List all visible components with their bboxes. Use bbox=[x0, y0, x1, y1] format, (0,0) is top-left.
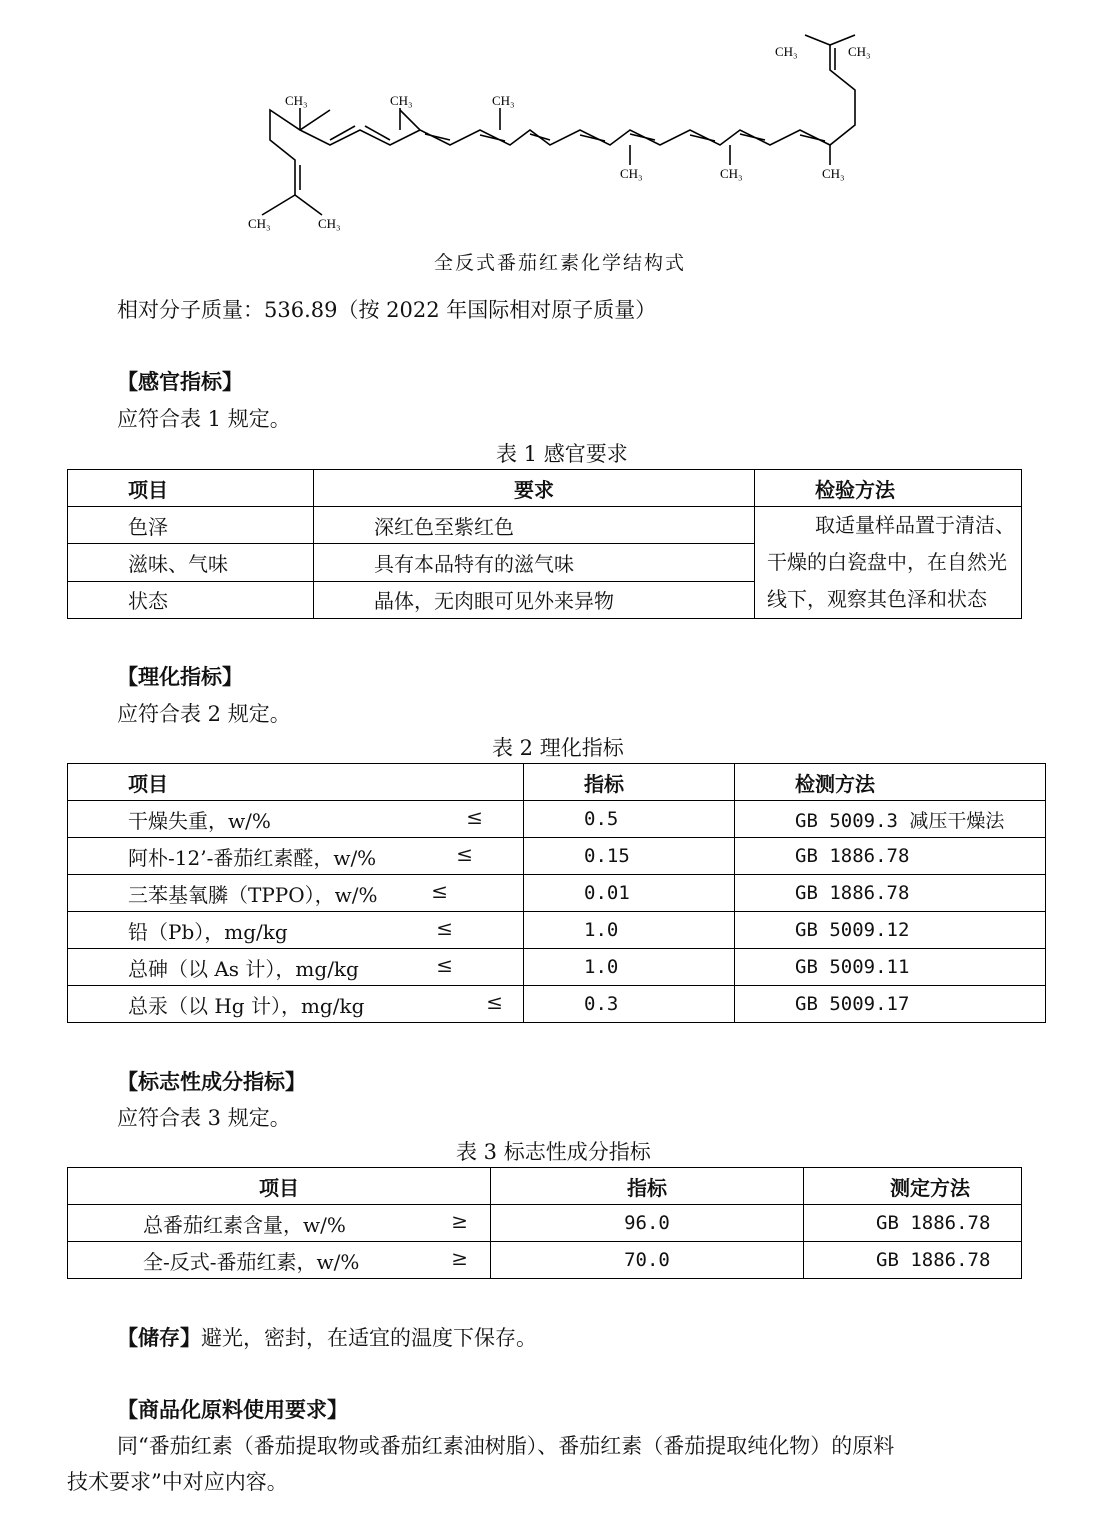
cell-requirement: 具有本品特有的滋气味 bbox=[314, 544, 755, 581]
operator: ≤ bbox=[486, 989, 503, 1014]
cell-item bbox=[68, 1242, 491, 1279]
lycopene-structure-diagram bbox=[230, 30, 910, 245]
cell-method bbox=[755, 507, 1022, 619]
cell-requirement: 深红色至紫红色 bbox=[314, 507, 755, 544]
cell-method: GB 5009.3 减压干燥法 bbox=[735, 801, 1046, 838]
item-label: 总汞（以 Hg 计），mg/kg bbox=[128, 993, 365, 1018]
cell-method: GB 1886.78 bbox=[735, 875, 1046, 912]
cell-method: GB 5009.17 bbox=[735, 986, 1046, 1023]
cell-item bbox=[68, 838, 524, 875]
left-terminal-bond-a bbox=[262, 195, 295, 215]
table-row bbox=[68, 949, 1046, 986]
cell-value: 0.5 bbox=[524, 801, 735, 838]
table-row bbox=[68, 986, 1046, 1023]
commercial-heading: 【商品化原料使用要求】 bbox=[117, 1397, 348, 1422]
cell-item bbox=[68, 875, 524, 912]
operator: ≥ bbox=[451, 1208, 468, 1233]
cell-value: 1.0 bbox=[524, 949, 735, 986]
double-bond-5 bbox=[530, 134, 550, 140]
sensory-intro: 应符合表 1 规定。 bbox=[117, 407, 291, 431]
cell-item bbox=[68, 801, 524, 838]
cell-item: 色泽 bbox=[68, 507, 314, 544]
operator: ≤ bbox=[456, 841, 473, 866]
method-line: 线下，观察其色泽和状态 bbox=[767, 587, 987, 611]
molecular-mass: 相对分子质量：536.89（按 2022 年国际相对原子质量） bbox=[117, 298, 657, 322]
cell-value: 0.15 bbox=[524, 838, 735, 875]
table-row bbox=[68, 801, 1046, 838]
col-method: 测定方法 bbox=[804, 1168, 1022, 1205]
marker-heading: 【标志性成分指标】 bbox=[117, 1069, 306, 1094]
ch3-label: CH₃ bbox=[248, 216, 271, 231]
table-header-row bbox=[68, 1168, 1022, 1205]
item-label: 阿朴-12’-番茄红素醛，w/% bbox=[128, 845, 377, 870]
col-value: 指标 bbox=[491, 1168, 804, 1205]
cell-method: GB 1886.78 bbox=[804, 1242, 1022, 1279]
cell-method: GB 1886.78 bbox=[735, 838, 1046, 875]
table1-title: 表 1 感官要求 bbox=[496, 442, 628, 466]
cell-value: 70.0 bbox=[491, 1242, 804, 1279]
cell-item bbox=[68, 912, 524, 949]
ch3-label: CH₃ bbox=[720, 166, 743, 181]
backbone-zigzag bbox=[300, 45, 855, 145]
table-row bbox=[68, 1205, 1022, 1242]
item-label: 全-反式-番茄红素，w/% bbox=[143, 1249, 360, 1274]
cell-method: GB 5009.12 bbox=[735, 912, 1046, 949]
table-row bbox=[68, 912, 1046, 949]
cell-item bbox=[68, 986, 524, 1023]
ch3-label: CH₃ bbox=[318, 216, 341, 231]
cell-method: GB 5009.11 bbox=[735, 949, 1046, 986]
commercial-line2: 技术要求”中对应内容。 bbox=[67, 1470, 288, 1494]
table-header-row bbox=[68, 470, 1022, 507]
col-requirement: 要求 bbox=[314, 470, 755, 507]
item-label: 总番茄红素含量，w/% bbox=[143, 1212, 346, 1237]
col-item: 项目 bbox=[68, 1168, 491, 1205]
table-row bbox=[68, 875, 1046, 912]
left-terminal-bond-b bbox=[295, 195, 322, 215]
col-item: 项目 bbox=[68, 764, 524, 801]
cell-item: 滋味、气味 bbox=[68, 544, 314, 581]
ch3-label: CH₃ bbox=[285, 93, 308, 108]
double-bond-9 bbox=[740, 134, 765, 140]
operator: ≤ bbox=[431, 878, 448, 903]
sensory-table bbox=[67, 469, 1022, 619]
col-method: 检验方法 bbox=[755, 470, 1022, 507]
table2-title: 表 2 理化指标 bbox=[492, 736, 624, 760]
table-row bbox=[68, 507, 1022, 544]
col-value: 指标 bbox=[524, 764, 735, 801]
operator: ≥ bbox=[451, 1245, 468, 1270]
method-line: 干燥的白瓷盘中，在自然光 bbox=[767, 550, 1007, 574]
cell-value: 96.0 bbox=[491, 1205, 804, 1242]
ch3-label: CH₃ bbox=[822, 166, 845, 181]
ch3-label: CH₃ bbox=[848, 44, 871, 59]
physchem-intro: 应符合表 2 规定。 bbox=[117, 702, 291, 726]
marker-table bbox=[67, 1167, 1022, 1279]
cell-value: 1.0 bbox=[524, 912, 735, 949]
table-row bbox=[68, 838, 1046, 875]
ch3-label: CH₃ bbox=[775, 44, 798, 59]
table-header-row bbox=[68, 764, 1046, 801]
right-terminal-bond-a bbox=[805, 35, 830, 45]
cell-method: GB 1886.78 bbox=[804, 1205, 1022, 1242]
table3-title: 表 3 标志性成分指标 bbox=[456, 1140, 651, 1164]
physchem-table bbox=[67, 763, 1046, 1023]
ch3-label: CH₃ bbox=[492, 93, 515, 108]
operator: ≤ bbox=[436, 915, 453, 940]
col-method: 检测方法 bbox=[735, 764, 1046, 801]
marker-intro: 应符合表 3 规定。 bbox=[117, 1106, 291, 1130]
operator: ≤ bbox=[466, 804, 483, 829]
cell-item bbox=[68, 1205, 491, 1242]
cell-item: 状态 bbox=[68, 581, 314, 618]
sensory-heading: 【感官指标】 bbox=[117, 369, 243, 394]
cell-requirement: 晶体，无肉眼可见外来异物 bbox=[314, 581, 755, 618]
operator: ≤ bbox=[436, 952, 453, 977]
structure-caption: 全反式番茄红素化学结构式 bbox=[434, 252, 687, 274]
method-line: 取适量样品置于清洁、 bbox=[815, 513, 1015, 537]
item-label: 铅（Pb），mg/kg bbox=[128, 919, 288, 944]
carbon-skeleton bbox=[262, 35, 855, 215]
ch3-label: CH₃ bbox=[620, 166, 643, 181]
storage-paragraph bbox=[117, 1322, 537, 1352]
physchem-heading: 【理化指标】 bbox=[117, 664, 243, 689]
commercial-line1: 同“番茄红素（番茄提取物或番茄红素油树脂）、番茄红素（番茄提取纯化物）的原料 bbox=[117, 1434, 895, 1458]
cell-item bbox=[68, 949, 524, 986]
cell-value: 0.01 bbox=[524, 875, 735, 912]
item-label: 总砷（以 As 计），mg/kg bbox=[128, 956, 359, 981]
double-bond-7 bbox=[630, 134, 655, 140]
storage-text: 避光，密封，在适宜的温度下保存。 bbox=[201, 1326, 537, 1350]
item-label: 干燥失重，w/% bbox=[128, 808, 271, 833]
table-row bbox=[68, 1242, 1022, 1279]
item-label: 三苯基氧膦（TPPO），w/% bbox=[128, 882, 378, 907]
ch3-label: CH₃ bbox=[390, 93, 413, 108]
col-item: 项目 bbox=[68, 470, 314, 507]
storage-heading: 【储存】 bbox=[117, 1325, 201, 1350]
cell-value: 0.3 bbox=[524, 986, 735, 1023]
